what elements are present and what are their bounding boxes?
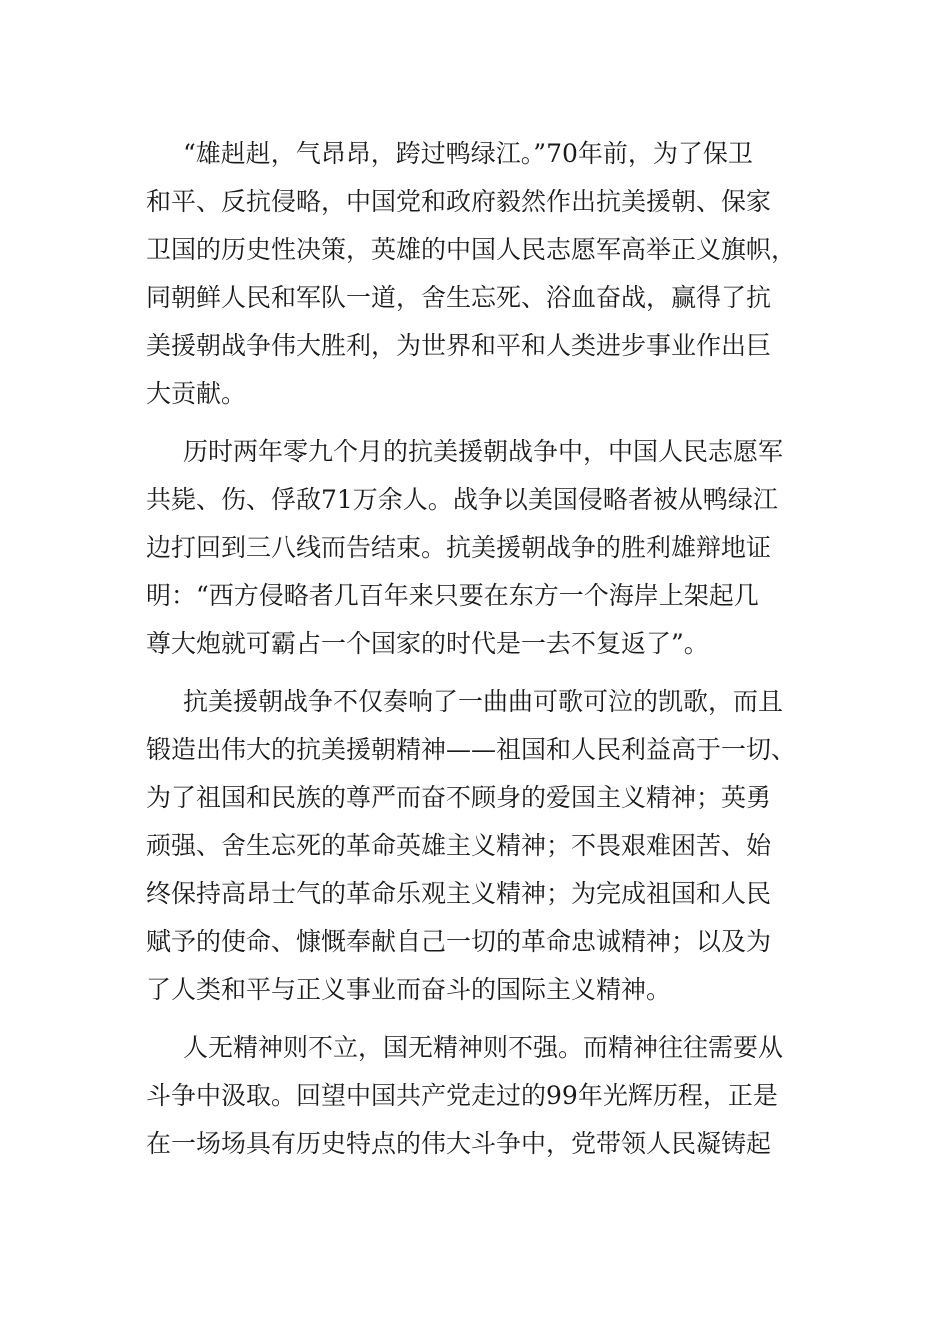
paragraph-line: 斗争中汲取。回望中国共产党走过的99年光辉历程，正是	[146, 1081, 778, 1110]
document-body	[146, 130, 806, 1178]
paragraph-line: 抗美援朝战争不仅奏响了一曲曲可歌可泣的凯歌，而且	[183, 687, 784, 716]
paragraph-line: 共毙、伤、俘敌71万余人。战争以美国侵略者被从鸭绿江	[146, 485, 778, 514]
paragraph-line: 边打回到三八线而告结束。抗美援朝战争的胜利雄辩地证	[146, 533, 772, 562]
paragraph-4	[146, 1024, 806, 1168]
paragraph-1	[146, 130, 806, 418]
paragraph-line: 大贡献。	[146, 379, 247, 408]
paragraph-line: 和平、反抗侵略，中国党和政府毅然作出抗美援朝、保家	[146, 187, 772, 216]
paragraph-line: 尊大炮就可霸占一个国家的时代是一去不复返了”。	[146, 629, 709, 658]
paragraph-line: 美援朝战争伟大胜利，为世界和平和人类进步事业作出巨	[146, 331, 772, 360]
paragraph-line: 明：“西方侵略者几百年来只要在东方一个海岸上架起几	[146, 581, 759, 610]
paragraph-line: 终保持高昂士气的革命乐观主义精神；为完成祖国和人民	[146, 879, 772, 908]
paragraph-line: 赋予的使命、慷慨奉献自己一切的革命忠诚精神；以及为	[146, 927, 772, 956]
paragraph-line: “雄赳赳，气昂昂，跨过鸭绿江。”70年前，为了保卫	[183, 139, 753, 168]
paragraph-line: 卫国的历史性决策，英雄的中国人民志愿军高举正义旗帜，	[146, 235, 797, 264]
paragraph-line: 顽强、舍生忘死的革命英雄主义精神；不畏艰难困苦、始	[146, 831, 772, 860]
paragraph-2	[146, 428, 806, 668]
paragraph-line: 为了祖国和民族的尊严而奋不顾身的爱国主义精神；英勇	[146, 783, 772, 812]
paragraph-line: 了人类和平与正义事业而奋斗的国际主义精神。	[146, 975, 672, 1004]
paragraph-3	[146, 678, 806, 1014]
paragraph-line: 历时两年零九个月的抗美援朝战争中，中国人民志愿军	[183, 437, 784, 466]
paragraph-line: 人无精神则不立，国无精神则不强。而精神往往需要从	[183, 1033, 784, 1062]
paragraph-line: 在一场场具有历史特点的伟大斗争中，党带领人民凝铸起	[146, 1129, 772, 1158]
paragraph-line: 锻造出伟大的抗美援朝精神——祖国和人民利益高于一切、	[146, 735, 797, 764]
paragraph-line: 同朝鲜人民和军队一道，舍生忘死、浴血奋战，赢得了抗	[146, 283, 772, 312]
